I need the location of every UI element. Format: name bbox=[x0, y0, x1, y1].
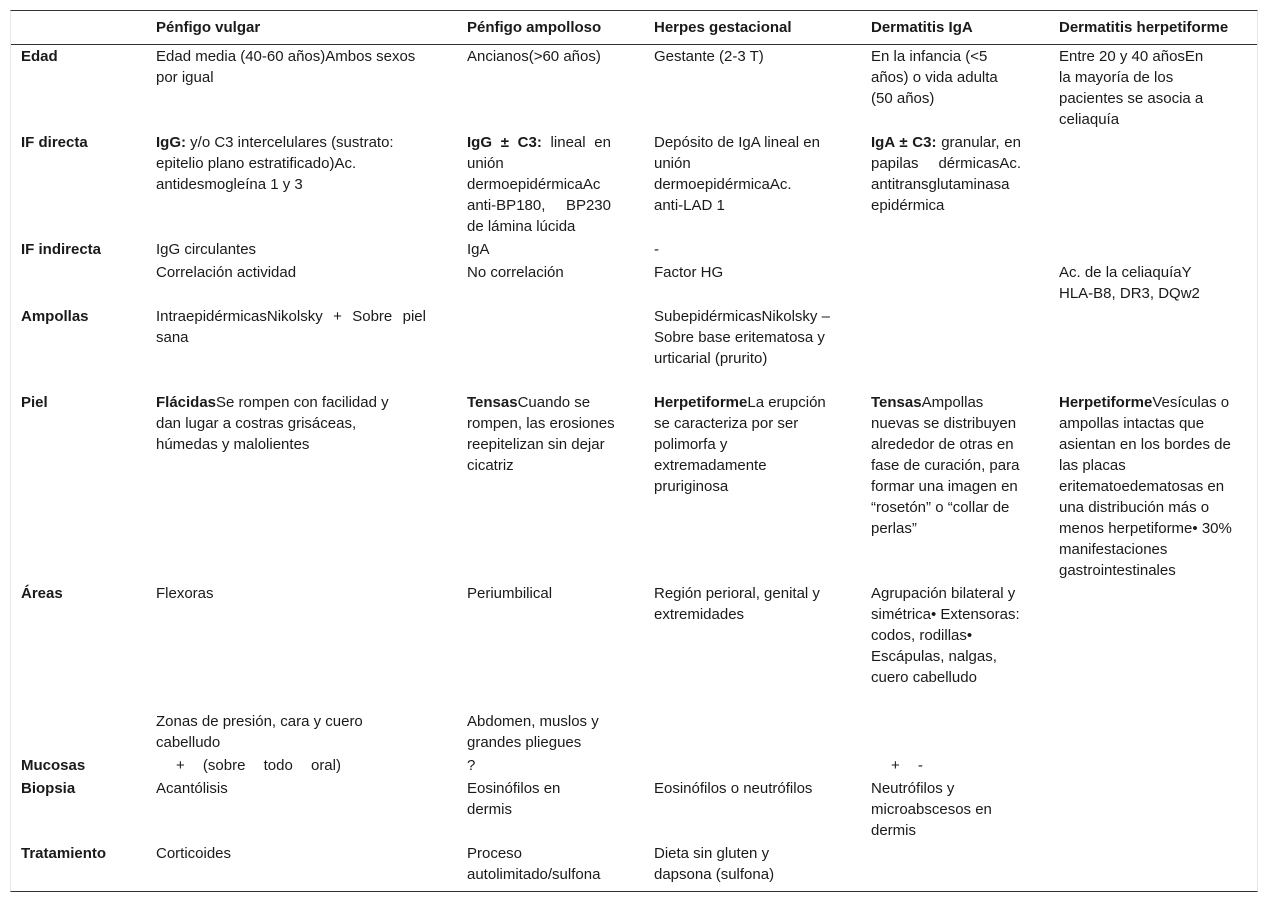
bold-term: Herpetiforme bbox=[654, 394, 748, 411]
col-header-herpes-gestacional: Herpes gestacional bbox=[654, 19, 792, 36]
cell-correlacion-herpes-gestacional: Factor HG bbox=[654, 264, 724, 281]
cell-correlacion-penfigo-vulgar: Correlación actividad bbox=[156, 264, 297, 281]
cell-areas-herpes-gestacional: Región perioral, genital y extremidades bbox=[654, 585, 820, 623]
cell-if-indirecta-penfigo-vulgar: IgG circulantes bbox=[156, 241, 257, 258]
cell-if-directa-dermatitis-iga bbox=[871, 132, 1021, 216]
cell-text: lineal en unión dermoepidérmicaAc anti-BP180, BP230 de lámina lúcida bbox=[467, 134, 611, 235]
row-label-ampollas: Ampollas bbox=[21, 308, 89, 325]
cell-tratamiento-penfigo-vulgar: Corticoides bbox=[156, 845, 232, 862]
cell-areas2-penfigo-ampolloso: Abdomen, muslos y grandes pliegues bbox=[467, 713, 599, 751]
bold-term: Herpetiforme bbox=[1059, 394, 1153, 411]
cell-piel-penfigo-vulgar bbox=[156, 392, 416, 455]
cell-if-indirecta-herpes-gestacional: - bbox=[654, 241, 659, 258]
cell-areas2-penfigo-vulgar: Zonas de presión, cara y cuero cabelludo bbox=[156, 713, 363, 751]
bold-term: Tensas bbox=[467, 394, 518, 411]
cell-if-directa-herpes-gestacional: Depósito de IgA lineal en unión dermoepidérmicaAc. anti-LAD 1 bbox=[654, 134, 820, 214]
bold-term: Tensas bbox=[871, 394, 922, 411]
cell-text: Se rompen con facilidad y dan lugar a costras grisáceas, húmedas y malolientes bbox=[156, 394, 389, 453]
cell-if-directa-penfigo-vulgar bbox=[156, 132, 431, 195]
cell-text: Ampollas nuevas se distribuyen alrededor de otras en fase de curación, para formar una imagen en “rosetón” o “collar de perlas” bbox=[871, 394, 1020, 537]
header-divider bbox=[11, 44, 1257, 45]
cell-text: y/o C3 intercelulares (sustrato: epitelio plano estratificado)Ac. antidesmogleína 1 y 3 bbox=[156, 134, 394, 193]
cell-piel-dermatitis-herpetiforme bbox=[1059, 392, 1239, 581]
cell-edad-penfigo-ampolloso: Ancianos(>60 años) bbox=[467, 48, 601, 65]
cell-tratamiento-herpes-gestacional: Dieta sin gluten y dapsona (sulfona) bbox=[654, 845, 775, 883]
cell-areas-penfigo-ampolloso: Periumbilical bbox=[467, 585, 553, 602]
cell-ampollas-penfigo-vulgar: IntraepidérmicasNikolsky + Sobre piel sana bbox=[156, 308, 426, 346]
cell-biopsia-penfigo-vulgar: Acantólisis bbox=[156, 780, 228, 797]
comparison-table bbox=[10, 10, 1258, 892]
bold-term: IgG: bbox=[156, 134, 186, 151]
cell-text: La erupción se caracteriza por ser polimorfa y extremadamente pruriginosa bbox=[654, 394, 826, 495]
row-label-areas: Áreas bbox=[21, 585, 63, 602]
cell-mucosas-penfigo-ampolloso: ? bbox=[467, 757, 476, 774]
cell-areas-dermatitis-iga: Agrupación bilateral y simétrica• Extensoras: codos, rodillas• Escápulas, nalgas, cuero cabelludo bbox=[871, 585, 1020, 686]
row-label-edad: Edad bbox=[21, 48, 58, 65]
row-label-piel: Piel bbox=[21, 394, 48, 411]
col-header-penfigo-ampolloso: Pénfigo ampolloso bbox=[467, 19, 602, 36]
cell-mucosas-dermatitis-iga: + - bbox=[891, 757, 923, 774]
bold-term: IgA ± C3: bbox=[871, 134, 937, 151]
cell-text: Cuando se rompen, las erosiones reepitelizan sin dejar cicatriz bbox=[467, 394, 615, 474]
cell-piel-penfigo-ampolloso bbox=[467, 392, 617, 476]
cell-text: granular, en papilas dérmicasAc. antitransglutaminasa epidérmica bbox=[871, 134, 1021, 214]
cell-edad-penfigo-vulgar: Edad media (40-60 años)Ambos sexos por igual bbox=[156, 48, 416, 86]
cell-biopsia-dermatitis-iga: Neutrófilos y microabscesos en dermis bbox=[871, 780, 992, 839]
cell-piel-herpes-gestacional bbox=[654, 392, 839, 497]
col-header-dermatitis-herpetiforme: Dermatitis herpetiforme bbox=[1059, 19, 1229, 36]
cell-areas-penfigo-vulgar: Flexoras bbox=[156, 585, 214, 602]
col-header-dermatitis-iga: Dermatitis IgA bbox=[871, 19, 973, 36]
cell-ampollas-herpes-gestacional: SubepidérmicasNikolsky –Sobre base eritematosa y urticarial (prurito) bbox=[654, 308, 830, 367]
row-label-if-directa: IF directa bbox=[21, 134, 88, 151]
cell-text: Vesículas o ampollas intactas que asientan en los bordes de las placas eritematoedematosas en una distribución más o menos herpetiforme• 30% manifestaciones gastrointestinales bbox=[1059, 394, 1232, 579]
row-label-if-indirecta: IF indirecta bbox=[21, 241, 102, 258]
cell-mucosas-penfigo-vulgar: + (sobre todo oral) bbox=[176, 757, 341, 774]
row-label-tratamiento: Tratamiento bbox=[21, 845, 107, 862]
cell-if-directa-penfigo-ampolloso bbox=[467, 132, 611, 237]
cell-piel-dermatitis-iga bbox=[871, 392, 1021, 539]
cell-edad-dermatitis-herpetiforme: Entre 20 y 40 añosEn la mayoría de los pacientes se asocia a celiaquía bbox=[1059, 48, 1204, 128]
bold-term: IgG ± C3: bbox=[467, 134, 542, 151]
cell-biopsia-herpes-gestacional: Eosinófilos o neutrófilos bbox=[654, 780, 813, 797]
cell-correlacion-dermatitis-herpetiforme: Ac. de la celiaquíaY HLA-B8, DR3, DQw2 bbox=[1059, 264, 1200, 302]
row-label-biopsia: Biopsia bbox=[21, 780, 76, 797]
cell-if-indirecta-penfigo-ampolloso: IgA bbox=[467, 241, 490, 258]
row-label-mucosas: Mucosas bbox=[21, 757, 86, 774]
col-header-penfigo-vulgar: Pénfigo vulgar bbox=[156, 19, 261, 36]
cell-tratamiento-penfigo-ampolloso: Proceso autolimitado/sulfona bbox=[467, 845, 601, 883]
bold-term: Flácidas bbox=[156, 394, 217, 411]
cell-correlacion-penfigo-ampolloso: No correlación bbox=[467, 264, 564, 281]
cell-edad-herpes-gestacional: Gestante (2-3 T) bbox=[654, 48, 764, 65]
cell-edad-dermatitis-iga: En la infancia (<5 años) o vida adulta (50 años) bbox=[871, 48, 998, 107]
cell-biopsia-penfigo-ampolloso: Eosinófilos en dermis bbox=[467, 780, 561, 818]
